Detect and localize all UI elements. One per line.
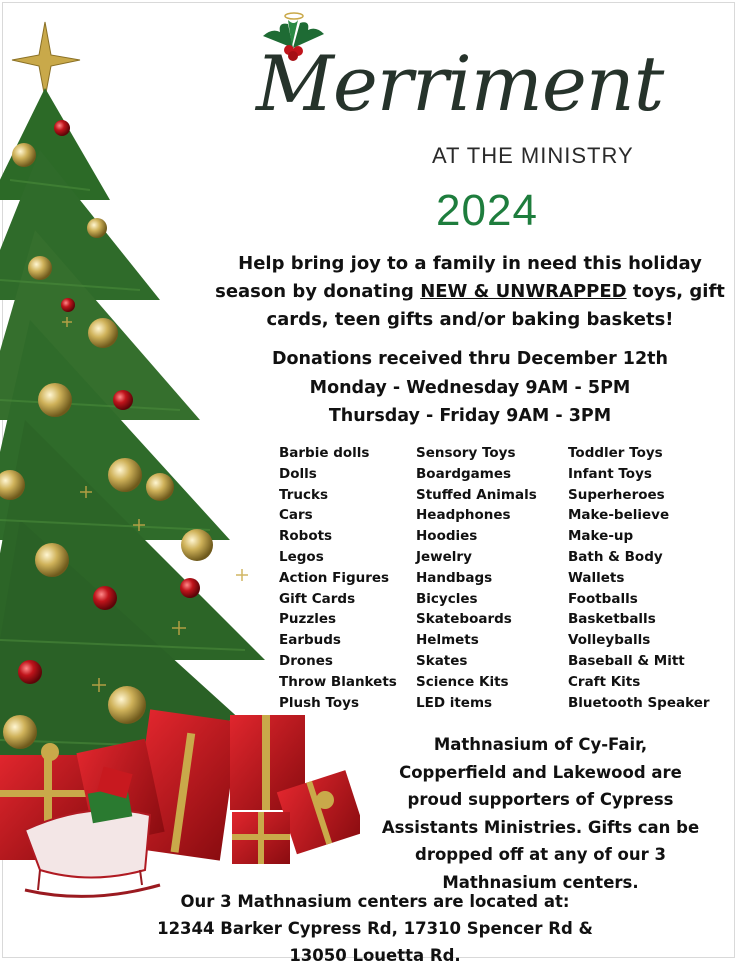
list-item: Bicycles [416, 590, 478, 607]
list-item: Skateboards [416, 611, 512, 628]
list-item: Baseball & Mitt [568, 652, 685, 669]
list-item: Headphones [416, 507, 511, 524]
donation-hours [220, 345, 720, 431]
list-item: Cars [279, 507, 313, 524]
list-item: Gift Cards [279, 590, 356, 607]
hours-deadline: Donations received thru December 12th [272, 349, 668, 369]
list-item: Stuffed Animals [416, 486, 537, 503]
footer-address: 12344 Barker Cypress Rd, 17310 Spencer Rd & [157, 919, 593, 938]
list-item: Boardgames [416, 465, 512, 482]
list-item: Helmets [416, 632, 479, 649]
locations-footer [130, 888, 620, 969]
list-item: Throw Blankets [279, 673, 397, 690]
list-item: Puzzles [279, 611, 337, 628]
intro-text [210, 250, 730, 334]
list-item: Earbuds [279, 632, 341, 649]
list-item: Volleyballs [568, 632, 651, 649]
list-item: Wallets [568, 569, 625, 586]
list-item: Handbags [416, 569, 493, 586]
list-item: Basketballs [568, 611, 656, 628]
list-item: Make-believe [568, 507, 670, 524]
list-item: Science Kits [416, 673, 509, 690]
list-item: Sensory Toys [416, 445, 516, 461]
list-item: Bath & Body [568, 548, 663, 565]
list-item: Hoodies [416, 528, 478, 545]
items-column-3 [568, 443, 710, 713]
supporters-paragraph [368, 731, 713, 896]
list-item: Trucks [279, 486, 329, 503]
support-line: Copperfield and Lakewood are [399, 762, 682, 782]
hours-mon-wed: Monday - Wednesday 9AM - 5PM [309, 377, 631, 398]
support-line: Mathnasium of Cy-Fair, [433, 735, 648, 754]
support-line: Assistants Ministries. Gifts can be [381, 817, 700, 837]
items-column-1 [279, 443, 397, 713]
list-item: Jewelry [416, 548, 472, 565]
list-item: Craft Kits [568, 673, 641, 690]
list-item: Barbie dolls [279, 445, 370, 461]
list-item: Infant Toys [568, 465, 652, 482]
list-item: Superheroes [568, 486, 665, 503]
intro-emphasis: NEW & UNWRAPPED [420, 281, 627, 302]
support-line: Mathnasium centers. [442, 872, 639, 892]
list-item: Skates [416, 652, 468, 669]
list-item: Plush Toys [279, 694, 360, 711]
tree-star-icon [12, 22, 80, 98]
hours-thu-fri: Thursday - Friday 9AM - 3PM [328, 406, 612, 426]
footer-address: 13050 Louetta Rd. [289, 946, 461, 965]
support-line: dropped off at any of our 3 [415, 845, 666, 864]
list-item: Dolls [279, 465, 317, 482]
logo-year: 2024 [436, 186, 538, 235]
list-item: Drones [279, 652, 333, 669]
footer-heading: Our 3 Mathnasium centers are located at: [180, 892, 570, 911]
list-item: Make-up [568, 528, 634, 545]
list-item: Legos [279, 548, 324, 565]
list-item: Toddler Toys [568, 445, 663, 461]
support-line: proud supporters of Cypress [407, 790, 674, 809]
logo-merriment: Merriment [256, 39, 664, 128]
intro-before: Help bring joy to a family in need this holiday season by donating [215, 253, 702, 302]
list-item: Footballs [568, 590, 638, 607]
logo-subtitle: AT THE MINISTRY [432, 143, 634, 168]
list-item: Bluetooth Speaker [568, 694, 710, 711]
list-item: Action Figures [279, 569, 390, 586]
items-column-2 [416, 443, 537, 713]
intro-after: toys, gift cards, teen gifts and/or baking baskets! [266, 281, 725, 330]
list-item: LED items [416, 694, 493, 711]
list-item: Robots [279, 528, 333, 545]
